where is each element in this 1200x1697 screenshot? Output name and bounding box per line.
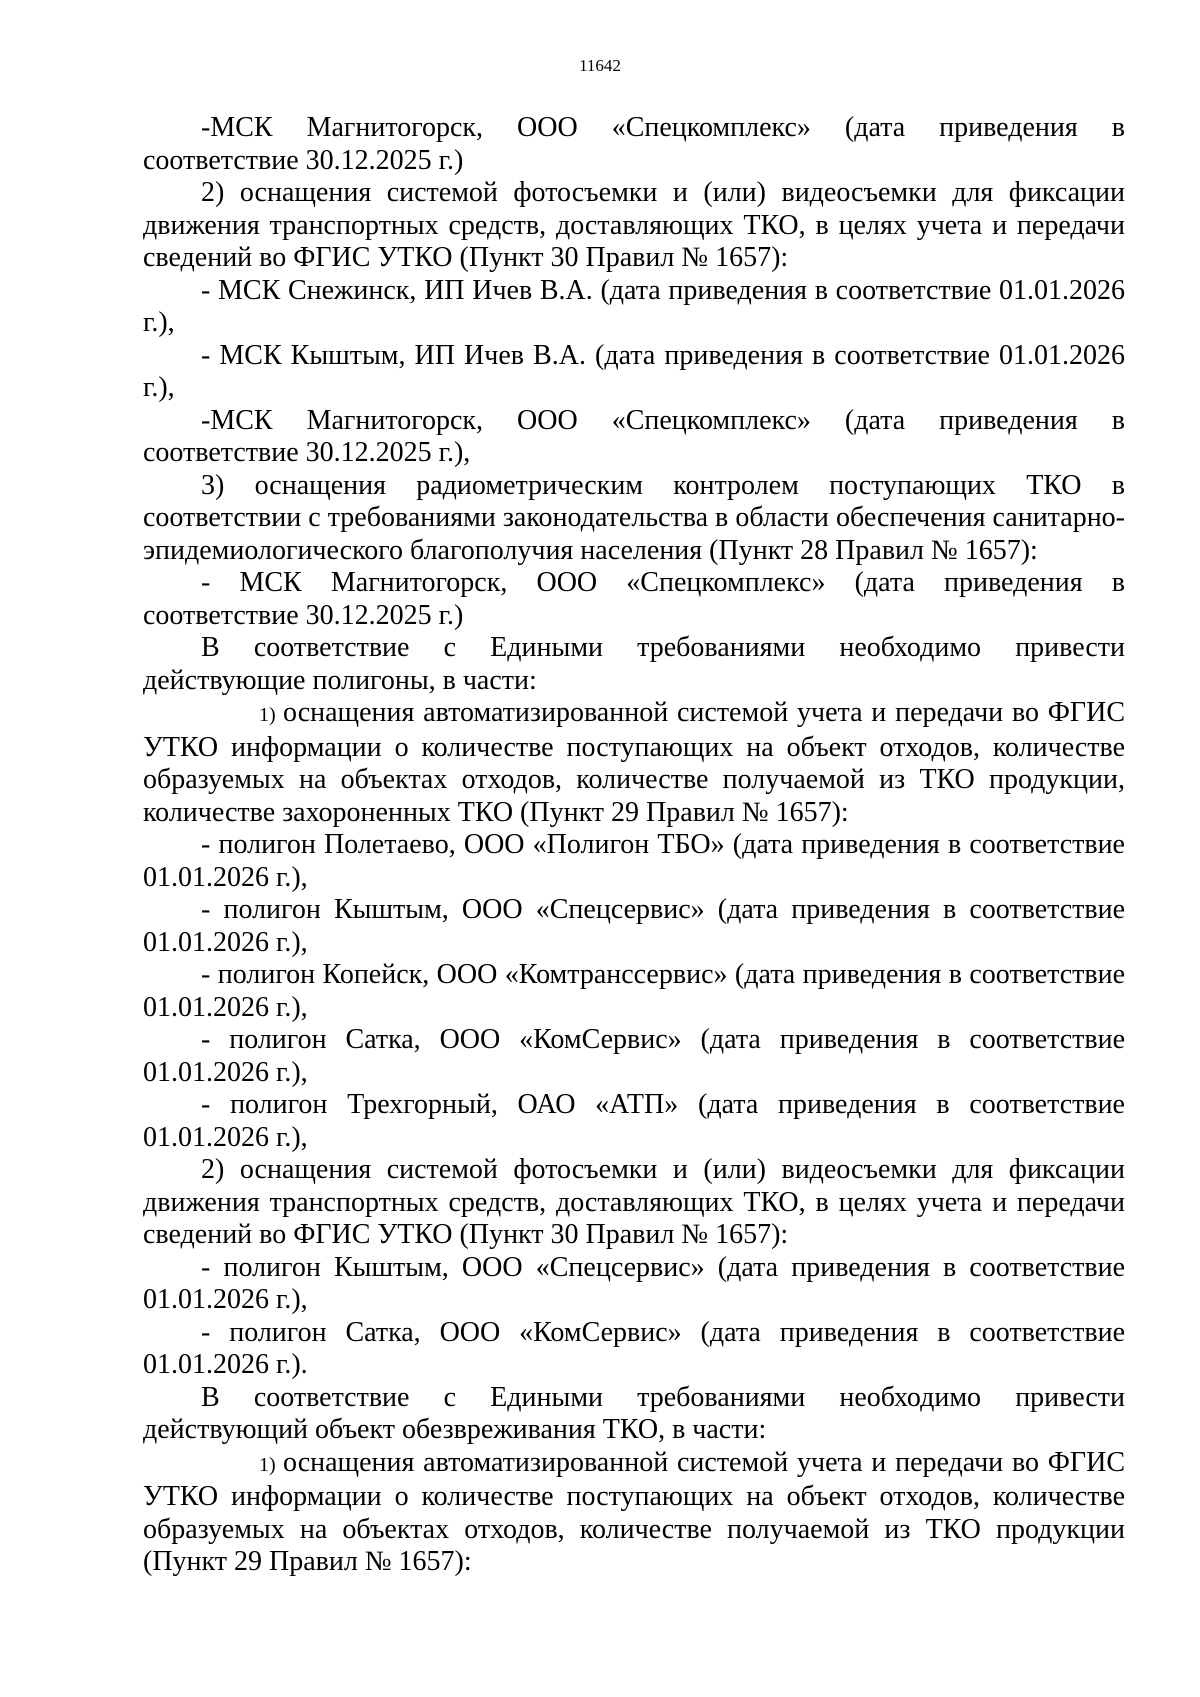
paragraph: -МСК Магнитогорск, ООО «Спецкомплекс» (дата приведения в соответствие 30.12.2025 г.) — [143, 112, 1125, 176]
paragraph: - МСК Кыштым, ИП Ичев В.А. (дата приведения в соответствие 01.01.2026 г.), — [143, 339, 1125, 403]
paragraph-text: оснащения автоматизированной системой учета и передачи во ФГИС УТКО информации о количестве поступающих на объект отходов, количестве образуемых на объектах отходов, количестве получаемой из ТКО продукции, количестве захороненных ТКО (Пункт 29 Правил № 1657): — [143, 697, 1125, 828]
numbered-paragraph — [143, 1447, 1125, 1579]
paragraph: - МСК Снежинск, ИП Ичев В.А. (дата приведения в соответствие 01.01.2026 г.), — [143, 274, 1125, 338]
paragraph: - полигон Трехгорный, ОАО «АТП» (дата приведения в соответствие 01.01.2026 г.), — [143, 1089, 1125, 1153]
paragraph: - МСК Магнитогорск, ООО «Спецкомплекс» (дата приведения в соответствие 30.12.2025 г.) — [143, 567, 1125, 631]
paragraph: В соответствие с Едиными требованиями необходимо привести действующие полигоны, в части: — [143, 632, 1125, 696]
list-number: 1) — [259, 1453, 276, 1476]
paragraph: - полигон Сатка, ООО «КомСервис» (дата приведения в соответствие 01.01.2026 г.). — [143, 1316, 1125, 1380]
paragraph: - полигон Полетаево, ООО «Полигон ТБО» (дата приведения в соответствие 01.01.2026 г.), — [143, 829, 1125, 893]
paragraph-text: оснащения автоматизированной системой учета и передачи во ФГИС УТКО информации о количестве поступающих на объект отходов, количестве образуемых на объектах отходов, количестве получаемой из ТКО продукции (Пункт 29 Правил № 1657): — [143, 1446, 1125, 1577]
list-number: 1) — [259, 704, 276, 726]
paragraph: - полигон Копейск, ООО «Комтранссервис» (дата приведения в соответствие 01.01.2026 г.), — [143, 959, 1125, 1023]
paragraph: - полигон Кыштым, ООО «Спецсервис» (дата приведения в соответствие 01.01.2026 г.), — [143, 1251, 1125, 1315]
page-number: 11642 — [579, 56, 621, 75]
document-body — [143, 112, 1125, 1579]
numbered-paragraph — [143, 697, 1125, 829]
paragraph: -МСК Магнитогорск, ООО «Спецкомплекс» (дата приведения в соответствие 30.12.2025 г.), — [143, 404, 1125, 468]
paragraph: 3) оснащения радиометрическим контролем поступающих ТКО в соответствии с требованиями законодательства в области обеспечения санитарно-эпидемиологического благополучия населения (Пункт 28 Правил № 1657): — [143, 469, 1125, 566]
paragraph: 2) оснащения системой фотосъемки и (или) видеосъемки для фиксации движения транспортных средств, доставляющих ТКО, в целях учета и передачи сведений во ФГИС УТКО (Пункт 30 Правил № 1657): — [143, 177, 1125, 273]
paragraph: 2) оснащения системой фотосъемки и (или) видеосъемки для фиксации движения транспортных средств, доставляющих ТКО, в целях учета и передачи сведений во ФГИС УТКО (Пункт 30 Правил № 1657): — [143, 1154, 1125, 1250]
paragraph: - полигон Кыштым, ООО «Спецсервис» (дата приведения в соответствие 01.01.2026 г.), — [143, 894, 1125, 958]
paragraph: В соответствие с Едиными требованиями необходимо привести действующий объект обезвреживания ТКО, в части: — [143, 1381, 1125, 1445]
paragraph: - полигон Сатка, ООО «КомСервис» (дата приведения в соответствие 01.01.2026 г.), — [143, 1024, 1125, 1088]
